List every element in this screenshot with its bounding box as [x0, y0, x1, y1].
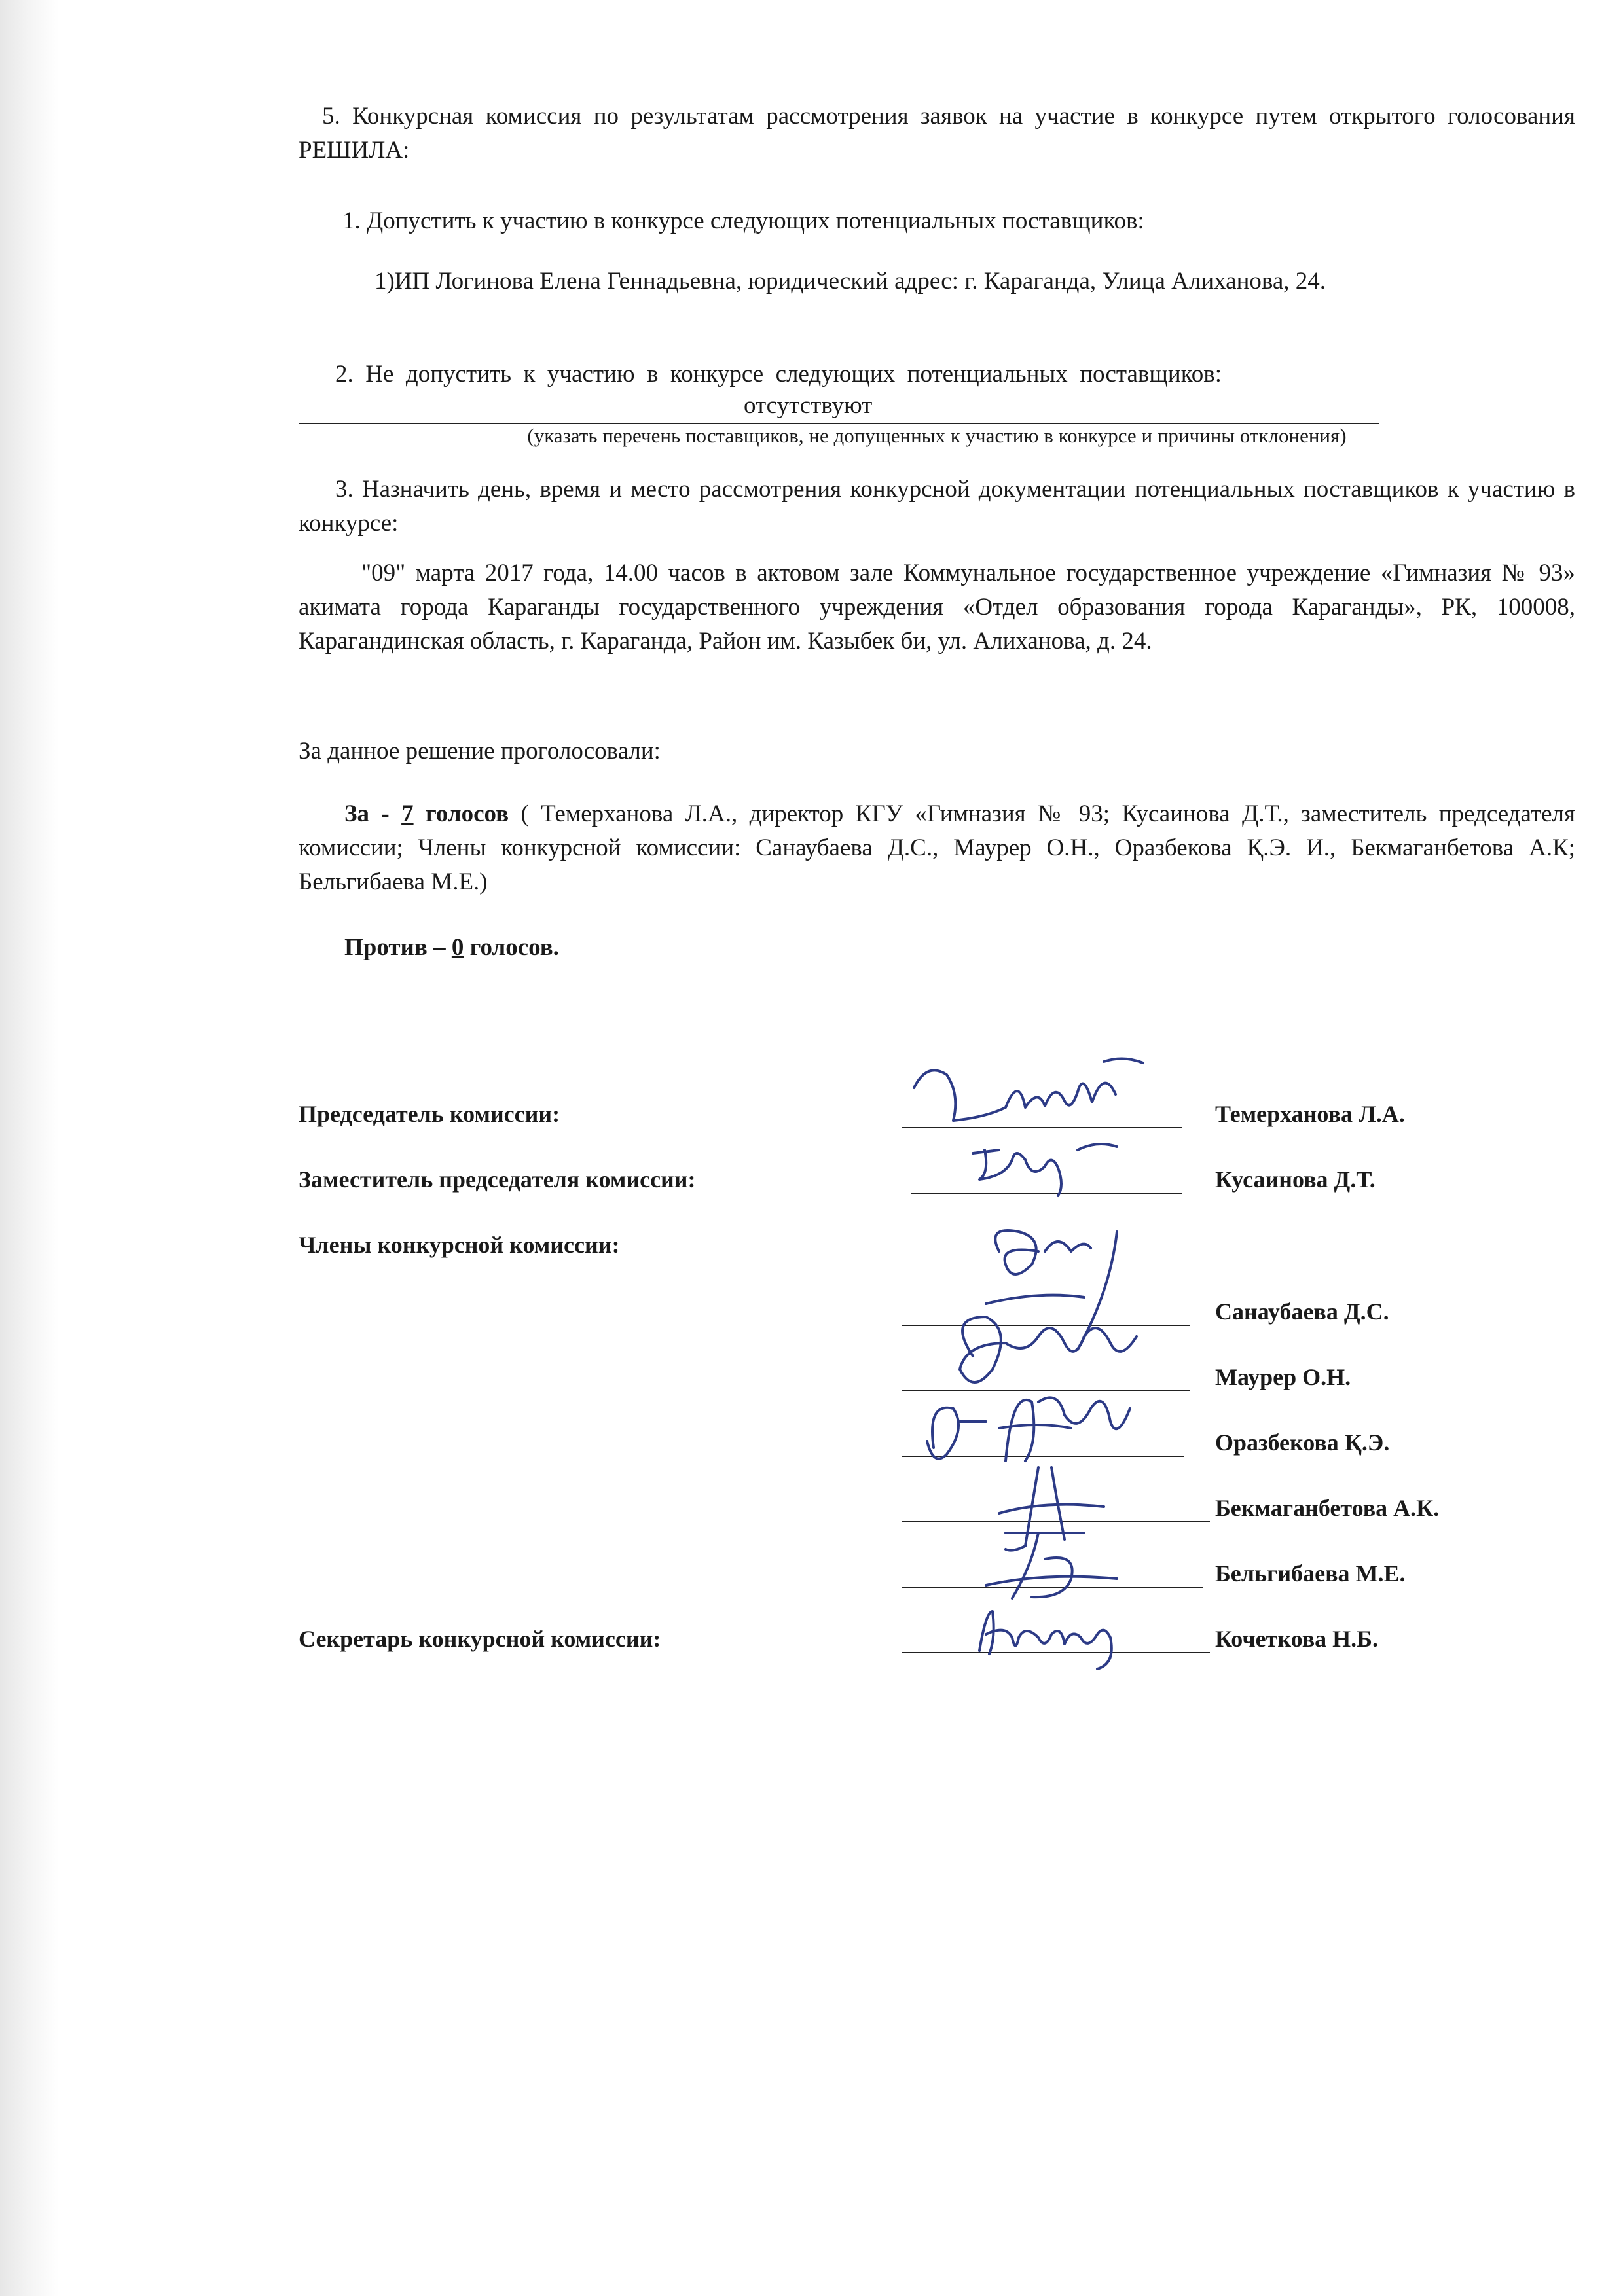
vote-against-count: 0	[451, 934, 464, 961]
vote-heading: За данное решение проголосовали:	[299, 738, 661, 764]
members-title: Члены конкурсной комиссии:	[299, 1232, 620, 1258]
member-2-name: Маурер О.Н.	[1215, 1364, 1351, 1390]
vote-against	[344, 931, 559, 965]
signature-row-members-title	[299, 1228, 1575, 1267]
chairman-name: Темерханова Л.А.	[1215, 1101, 1405, 1127]
secretary-title: Секретарь конкурсной комиссии:	[299, 1626, 661, 1652]
deputy-signature	[966, 1121, 1163, 1199]
member-5-name: Бельгибаева М.Е.	[1215, 1560, 1406, 1587]
signature-row-secretary	[299, 1622, 1575, 1661]
admitted-supplier: 1)ИП Логинова Елена Геннадьевна, юридический адрес: г. Караганда, Улица Алиханова, 24.	[374, 268, 1326, 295]
signature-row-member-5	[299, 1556, 1575, 1596]
member-4-name: Бекмаганбетова А.К.	[1215, 1495, 1440, 1521]
member-1-name: Санаубаева Д.С.	[1215, 1299, 1389, 1325]
item3-text: 3. Назначить день, время и место рассмотрения конкурсной документации потенциальных поставщиков к участию в конкурсе:	[299, 476, 1575, 537]
signature-row-member-4	[299, 1491, 1575, 1530]
item3-details: "09" марта 2017 года, 14.00 часов в актовом зале Коммунальное государственное учреждение «Гимназия № 93» акимата города Караганды государственного учреждения «Отдел образования города Караганды», РК, 100008, Карагандинская область, г. Караганда, Район им. Казыбек би, ул. Алиханова, д. 24.	[299, 560, 1575, 655]
deputy-title: Заместитель председателя комиссии:	[299, 1166, 696, 1193]
vote-for-details: ( Темерханова Л.А., директор КГУ «Гимназия № 93; Кусаинова Д.Т., заместитель председателя комиссии; Члены конкурсной комиссии: Санаубаева Д.С., Маурер О.Н., Оразбекова Қ.Э. И., Бекмаганбетова А.К; Бельгибаева М.Е.)	[299, 800, 1575, 895]
item2-caption: (указать перечень поставщиков, не допущенных к участию в конкурсе и причины отклонения)	[527, 424, 1347, 447]
secretary-name: Кочеткова Н.Б.	[1215, 1626, 1378, 1652]
member-3-name: Оразбекова Қ.Э.	[1215, 1429, 1390, 1456]
vote-against-word: голосов.	[464, 934, 559, 961]
vote-against-label: Против –	[344, 934, 452, 961]
deputy-name: Кусаинова Д.Т.	[1215, 1166, 1376, 1193]
item2-value: отсутствуют	[744, 392, 873, 419]
item2-text: 2. Не допустить к участию в конкурсе следующих потенциальных поставщиков:	[335, 361, 1222, 387]
vote-for-word: голосов	[413, 800, 509, 827]
vote-for-label: За -	[344, 800, 402, 827]
member-5-signature	[973, 1520, 1130, 1611]
signature-row-deputy	[299, 1162, 1575, 1202]
secretary-signature	[966, 1598, 1176, 1670]
scan-edge-shadow	[0, 0, 59, 2296]
vote-for-count: 7	[401, 800, 414, 827]
section5-intro: 5. Конкурсная комиссия по результатам рассмотрения заявок на участие в конкурсе путем открытого голосования РЕШИЛА:	[299, 103, 1575, 164]
chairman-title: Председатель комиссии:	[299, 1101, 560, 1127]
vote-for	[299, 797, 1575, 899]
item1-text: 1. Допустить к участию в конкурсе следующих потенциальных поставщиков:	[342, 207, 1144, 234]
